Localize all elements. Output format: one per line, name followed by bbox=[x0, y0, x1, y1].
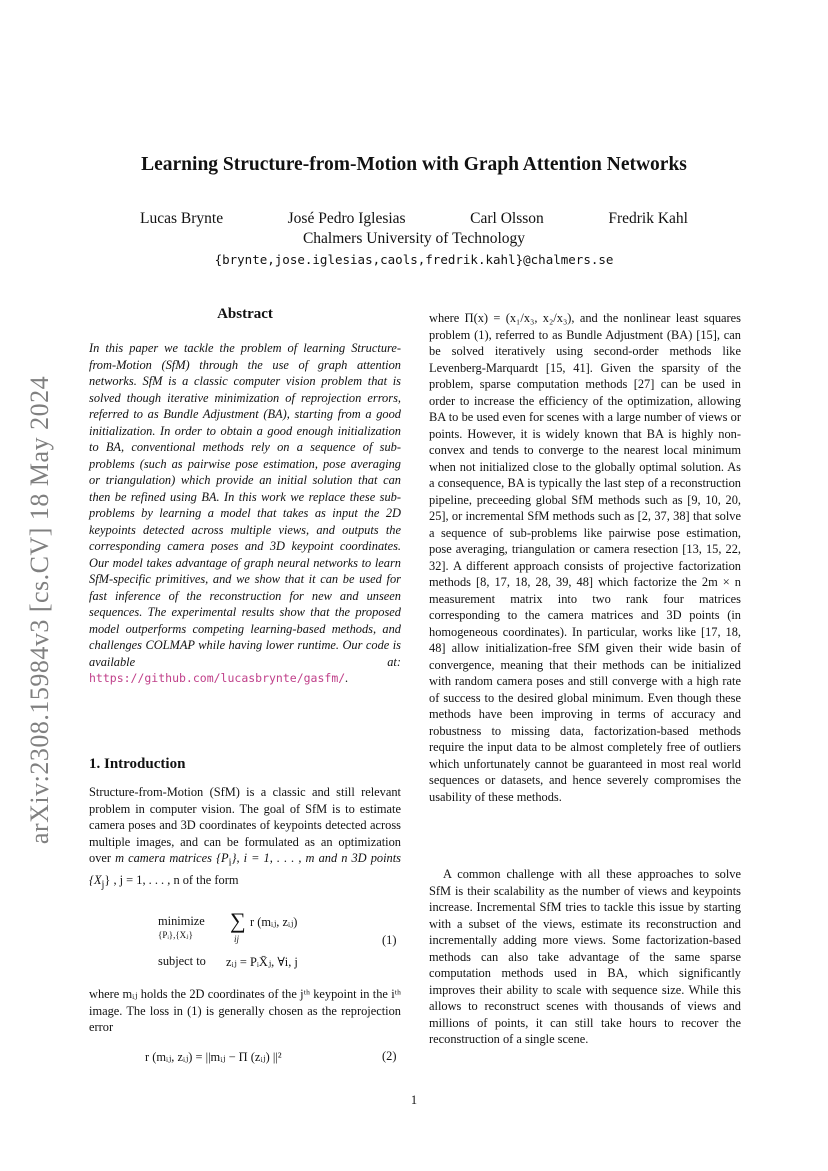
abstract-text: In this paper we tackle the problem of learning Structure-from-Motion (SfM) through the use of graph attention networks. SfM is a classic computer vision problem that is solved though iterative minimization of reprojection errors, referred to as Bundle Adjustment (BA), starting from a good initialization. In order to obtain a good enough initialization to BA, conventional methods rely on a sequence of sub-problems (such as pairwise pose estimation, pose averaging or triangulation) which provide an initial solution that can then be refined using BA. In this work we replace these sub-problems by learning a model that takes as input the 2D keypoints detected across multiple views, and outputs the corresponding camera poses and 3D keypoint coordinates. Our model takes advantage of graph neural networks to learn SfM-specific primitives, and we show that it can be used for fast inference of the reconstruction for new and unseen sequences. The experimental results show that the proposed model outperforms competing learning-based methods, and challenges COLMAP while having lower runtime. Our code is available at: https://github.com/lucasbrynte/gasfm/. bbox=[89, 341, 401, 685]
affiliation: Chalmers University of Technology bbox=[302, 230, 526, 247]
equation-1: minimize {Pᵢ},{Xⱼ} ∑ ij r (mᵢⱼ, zᵢⱼ) subject to zᵢⱼ = PᵢX̄ⱼ, ∀i, j bbox=[158, 908, 298, 969]
equation-2-number: (2) bbox=[382, 1049, 397, 1063]
author-emails: {brynte,jose.iglesias,caols,fredrik.kahl}@chalmers.se bbox=[214, 252, 614, 267]
arxiv-identifier: arXiv:2308.15984v3 [cs.CV] 18 May 2024 bbox=[25, 375, 54, 845]
page-number: 1 bbox=[410, 1093, 418, 1107]
abstract-heading: Abstract bbox=[217, 306, 273, 322]
author-list bbox=[140, 210, 688, 228]
equation-2: r (mᵢⱼ, zᵢⱼ) = ||mᵢⱼ − Π (zᵢⱼ) ||² bbox=[145, 1050, 282, 1064]
author: José Pedro Iglesias bbox=[287, 210, 406, 227]
intro-paragraph: where mᵢⱼ holds the 2D coordinates of the jᵗʰ keypoint in the iᵗʰ image. The loss in (1) is generally chosen as the reprojection error bbox=[89, 987, 401, 1034]
intro-paragraph: Structure-from-Motion (SfM) is a classic and still relevant problem in computer vision. The goal of SfM is to estimate camera poses and 3D coordinates of keypoints detected across multiple images, and can be formulated as an optimization over m camera matrices $\{P_i\}$, i = 1, . . . , m and n 3D points $\{X_j\}$ , j = 1, . . . , n of the form bbox=[89, 785, 401, 891]
author: Lucas Brynte bbox=[140, 210, 224, 227]
author: Fredrik Kahl bbox=[608, 210, 688, 227]
body-paragraph: A common challenge with all these approaches to solve SfM is their scalability as the number of views and keypoints increase. Incremental SfM tries to tackle this issue by starting with a subset of the views, estimate its reconstruction and incrementally adding more views. Some factorization-based methods can also take advantage of the same sparse computation methods used in BA, which significantly improves their ability to scale with sequence size. While this allows to reconstruct scenes with thousands of views and millions of points, it can still take hours to recover the reconstruction of a single scene. bbox=[429, 867, 741, 1046]
section-heading-introduction: 1. Introduction bbox=[89, 756, 186, 772]
paper-title: Learning Structure-from-Motion with Graph Attention Networks bbox=[141, 154, 687, 175]
body-paragraph: where Π(x) = (x₁/x₃, x₂/x₃), and the nonlinear least squares problem (1), referred to as Bundle Adjustment (BA) [15], can be solved iteratively using second-order methods like Levenberg-Marquardt [15, 41]. Given the sparsity of the problem, sparse computation methods [27] can be used in order to increase the efficiency of the optimization, allowing BA to be used even for scenes with a large number of views or points. However, it is widely known that BA is highly non-convex and tends to converge to the nearest local minimum when not initialized close to the globally optimal solution. As a consequence, BA is typically the last step of a reconstruction pipeline, preceeding global SfM methods such as [9, 10, 20, 25], or incremental SfM methods such as [2, 37, 38] that solve a sequence of sub-problems like pairwise pose estimation, pose averaging, triangulation or camera resection [13, 15, 22, 32]. A different approach consists of projective factorization methods [8, 17, 18, 28, 39, 48] which factorize the 2m × n measurement matrix into two rank four matrices corresponding to the camera matrices and 3D points (in homogeneous coordinates). In particular, works like [17, 18, 48] allow initialization-free SfM given their wide basin of convergence, meaning that their methods can be initialized with random camera poses and still converge with a high rate of success to the desired global minimum. Even though these methods have been improving in terms of accuracy and robustness to missing data, factorization-based methods require the input data to be almost completely free of outliers which unfortunately cannot be guaranteed in most real world sequences or datasets, and hence severely compromises the usability of these methods. bbox=[429, 311, 741, 804]
code-link[interactable]: https://github.com/lucasbrynte/gasfm/ bbox=[89, 671, 346, 685]
author: Carl Olsson bbox=[470, 210, 544, 227]
equation-1-number: (1) bbox=[382, 933, 397, 947]
